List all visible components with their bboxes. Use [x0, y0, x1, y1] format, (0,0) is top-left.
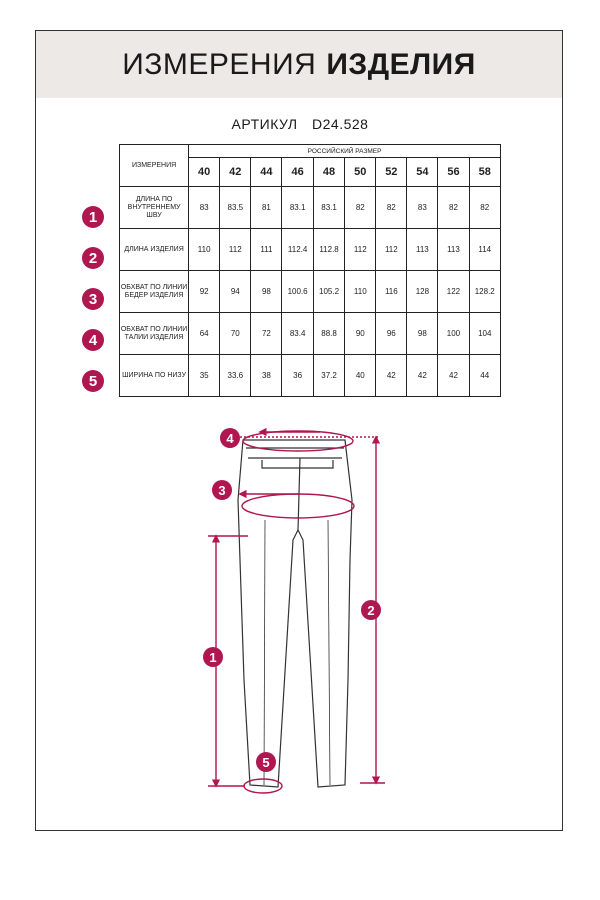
table-cell: 110: [189, 229, 220, 271]
table-cell: 128: [407, 271, 438, 313]
table-cell: 112.8: [313, 229, 344, 271]
table-cell: 110: [345, 271, 376, 313]
diagram-label-1: [203, 647, 223, 667]
table-cell: 37.2: [313, 355, 344, 397]
measure-lines: [208, 431, 385, 793]
table-cell: 83: [189, 187, 220, 229]
table-cell: 111: [251, 229, 282, 271]
table-cell: 83: [407, 187, 438, 229]
table-cell: 114: [469, 229, 501, 271]
table-cell: 42: [407, 355, 438, 397]
table-cell: 64: [189, 313, 220, 355]
diagram-label-text: 1: [209, 650, 217, 665]
row-label: ШИРИНА ПО НИЗУ: [120, 355, 189, 397]
table-cell: 112: [345, 229, 376, 271]
table-cell: 36: [282, 355, 313, 397]
table-cell: 81: [251, 187, 282, 229]
article-code: D24.528: [312, 116, 369, 132]
row-label: ОБХВАТ ПО ЛИНИИ БЕДЕР ИЗДЕЛИЯ: [120, 271, 189, 313]
table-cell: 83.1: [282, 187, 313, 229]
table-cell: 113: [407, 229, 438, 271]
table-cell: 128.2: [469, 271, 501, 313]
diagram-label-text: 2: [367, 603, 375, 618]
table-cell: 42: [438, 355, 469, 397]
table-cell: 105.2: [313, 271, 344, 313]
table-cell: 82: [469, 187, 501, 229]
title-bold: ИЗДЕЛИЯ: [326, 47, 476, 81]
table-cell: 112: [220, 229, 251, 271]
size-col-header: 54: [407, 158, 438, 187]
table-cell: 82: [345, 187, 376, 229]
table-cell: 42: [376, 355, 407, 397]
row-label: ОБХВАТ ПО ЛИНИИ ТАЛИИ ИЗДЕЛИЯ: [120, 313, 189, 355]
table-cell: 100.6: [282, 271, 313, 313]
diagram-label-3: [212, 480, 232, 500]
article-label: АРТИКУЛ: [231, 116, 298, 132]
table-cell: 98: [251, 271, 282, 313]
table-cell: 104: [469, 313, 501, 355]
diagram-label-text: 3: [218, 483, 226, 498]
row-marker: 4: [82, 329, 104, 351]
size-col-header: 44: [251, 158, 282, 187]
table-cell: 90: [345, 313, 376, 355]
table-cell: 38: [251, 355, 282, 397]
size-col-header: 52: [376, 158, 407, 187]
size-col-header: 48: [313, 158, 344, 187]
table-cell: 112.4: [282, 229, 313, 271]
diagram-label-5: [256, 752, 276, 772]
diagram-label-text: 5: [262, 755, 270, 770]
table-cell: 82: [376, 187, 407, 229]
diagram-label-2: [361, 600, 381, 620]
table-cell: 98: [407, 313, 438, 355]
title-light: ИЗМЕРЕНИЯ: [122, 47, 317, 81]
table-cell: 92: [189, 271, 220, 313]
table-cell: 44: [469, 355, 501, 397]
size-group-header: РОССИЙСКИЙ РАЗМЕР: [189, 145, 501, 158]
size-col-header: 56: [438, 158, 469, 187]
row-marker: 5: [82, 370, 104, 392]
size-col-header: 58: [469, 158, 501, 187]
table-cell: 40: [345, 355, 376, 397]
table-cell: 33.6: [220, 355, 251, 397]
table-cell: 122: [438, 271, 469, 313]
diagram-label-text: 4: [226, 431, 234, 446]
row-marker: 2: [82, 247, 104, 269]
table-cell: 82: [438, 187, 469, 229]
table-cell: 72: [251, 313, 282, 355]
row-marker: 1: [82, 206, 104, 228]
table-cell: 70: [220, 313, 251, 355]
table-cell: 94: [220, 271, 251, 313]
table-cell: 35: [189, 355, 220, 397]
table-cell: 96: [376, 313, 407, 355]
table-cell: 113: [438, 229, 469, 271]
table-cell: 83.5: [220, 187, 251, 229]
pants-outline: [238, 440, 352, 787]
table-cell: 83.4: [282, 313, 313, 355]
size-col-header: 42: [220, 158, 251, 187]
table-cell: 112: [376, 229, 407, 271]
size-col-header: 46: [282, 158, 313, 187]
row-label: ДЛИНА ИЗДЕЛИЯ: [120, 229, 189, 271]
size-col-header: 40: [189, 158, 220, 187]
row-marker: 3: [82, 288, 104, 310]
table-cell: 88.8: [313, 313, 344, 355]
measure-header: ИЗМЕРЕНИЯ: [120, 145, 189, 187]
table-cell: 116: [376, 271, 407, 313]
table-cell: 83.1: [313, 187, 344, 229]
diagram-label-4: [220, 428, 240, 448]
row-label: ДЛИНА ПО ВНУТРЕННЕМУ ШВУ: [120, 187, 189, 229]
table-cell: 100: [438, 313, 469, 355]
size-col-header: 50: [345, 158, 376, 187]
